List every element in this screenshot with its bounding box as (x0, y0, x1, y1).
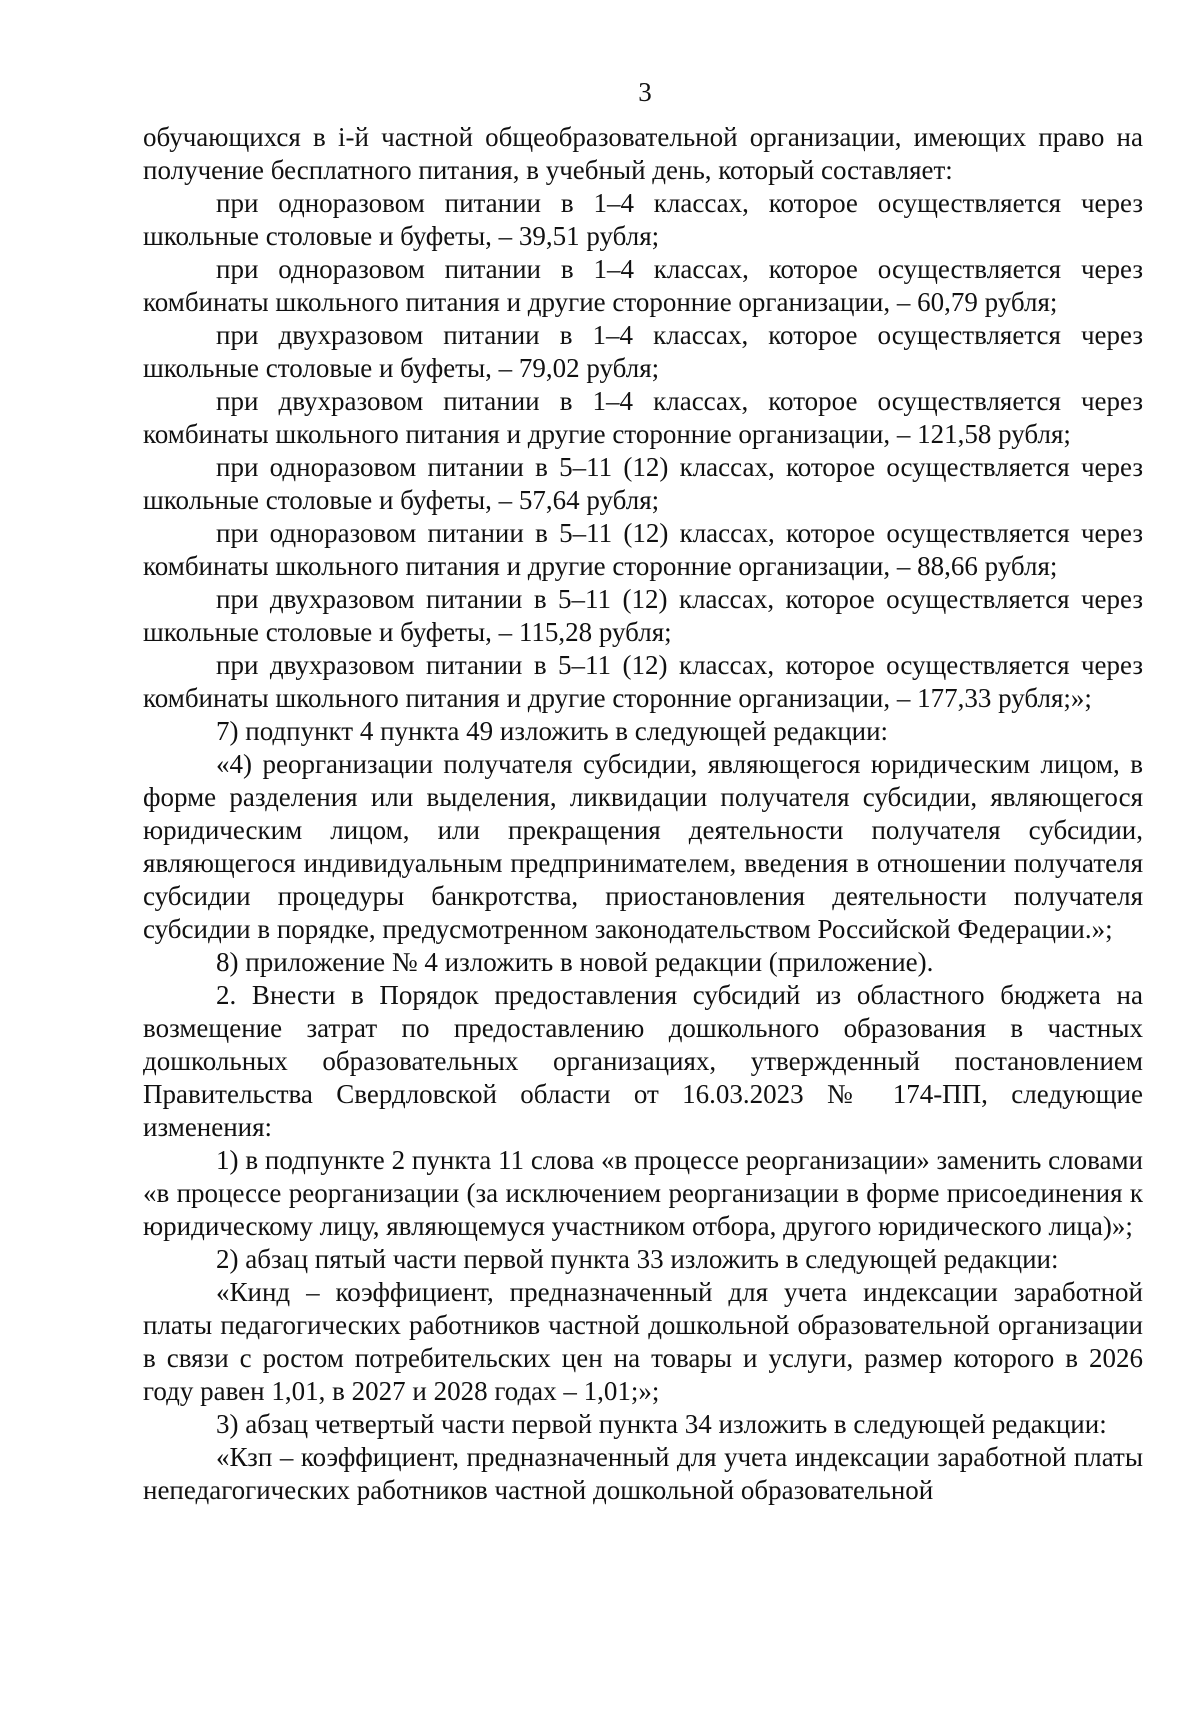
paragraph-quoted-text: «4) реорганизации получателя субсидии, являющегося юридическим лицом, в форме разделения или выделения, ликвидации получателя субсидии, являющегося юридическим лицом, или прекращения деятельности получателя субсидии, являющегося индивидуальным предпринимателем, введения в отношении получателя субсидии процедуры банкротства, приостановления деятельности получателя субсидии в порядке, предусмотренном законодательством Российской Федерации.»; (143, 749, 1143, 944)
paragraph-section: 2. Внести в Порядок предоставления субсидий из областного бюджета на возмещение затрат по предоставлению дошкольного образования в частных дошкольных образовательных организациях, утвержденный постановлением Правительства Свердловской области от 16.03.2023 № 174-ПП, следующие изменения: (143, 980, 1143, 1142)
paragraph-amendment: 3) абзац четвертый части первой пункта 34 изложить в следующей редакции: (216, 1409, 1107, 1439)
paragraph-meal-rate: при одноразовом питании в 5–11 (12) классах, которое осуществляется через школьные столовые и буфеты, – 57,64 рубля; (143, 452, 1143, 515)
paragraph-meal-rate: при двухразовом питании в 1–4 классах, которое осуществляется через комбинаты школьного питания и другие сторонние организации, – 121,58 рубля; (143, 386, 1143, 449)
paragraph-meal-rate: при двухразовом питании в 1–4 классах, которое осуществляется через школьные столовые и буфеты, – 79,02 рубля; (143, 320, 1143, 383)
page-number: 3 (638, 77, 652, 107)
paragraph-quoted-text: «Кинд – коэффициент, предназначенный для учета индексации заработной платы педагогических работников частной дошкольной образовательной организации в связи с ростом потребительских цен на товары и услуги, размер которого в 2026 году равен 1,01, в 2027 и 2028 годах – 1,01;»; (143, 1277, 1143, 1406)
paragraph-amendment: 8) приложение № 4 изложить в новой редакции (приложение). (216, 947, 934, 977)
paragraph-amendment: 7) подпункт 4 пункта 49 изложить в следующей редакции: (216, 716, 889, 746)
document-body (143, 121, 1143, 1507)
paragraph-amendment: 1) в подпункте 2 пункта 11 слова «в процессе реорганизации» заменить словами «в процессе реорганизации (за исключением реорганизации в форме присоединения к юридическому лицу, являющемуся участником отбора, другого юридического лица)»; (143, 1145, 1143, 1241)
paragraph-meal-rate: при двухразовом питании в 5–11 (12) классах, которое осуществляется через комбинаты школьного питания и другие сторонние организации, – 177,33 рубля;»; (143, 650, 1143, 713)
paragraph-meal-rate: при одноразовом питании в 1–4 классах, которое осуществляется через школьные столовые и буфеты, – 39,51 рубля; (143, 188, 1143, 251)
paragraph-meal-rate: при одноразовом питании в 5–11 (12) классах, которое осуществляется через комбинаты школьного питания и другие сторонние организации, – 88,66 рубля; (143, 518, 1143, 581)
paragraph-amendment: 2) абзац пятый части первой пункта 33 изложить в следующей редакции: (216, 1244, 1059, 1274)
paragraph-meal-rate: при двухразовом питании в 5–11 (12) классах, которое осуществляется через школьные столовые и буфеты, – 115,28 рубля; (143, 584, 1143, 647)
paragraph-quoted-text: «Кзп – коэффициент, предназначенный для учета индексации заработной платы непедагогических работников частной дошкольной образовательной (143, 1442, 1143, 1505)
paragraph-meal-rate: при одноразовом питании в 1–4 классах, которое осуществляется через комбинаты школьного питания и другие сторонние организации, – 60,79 рубля; (143, 254, 1143, 317)
paragraph-continuation: обучающихся в i-й частной общеобразовательной организации, имеющих право на получение бесплатного питания, в учебный день, который составляет: (143, 122, 1143, 185)
